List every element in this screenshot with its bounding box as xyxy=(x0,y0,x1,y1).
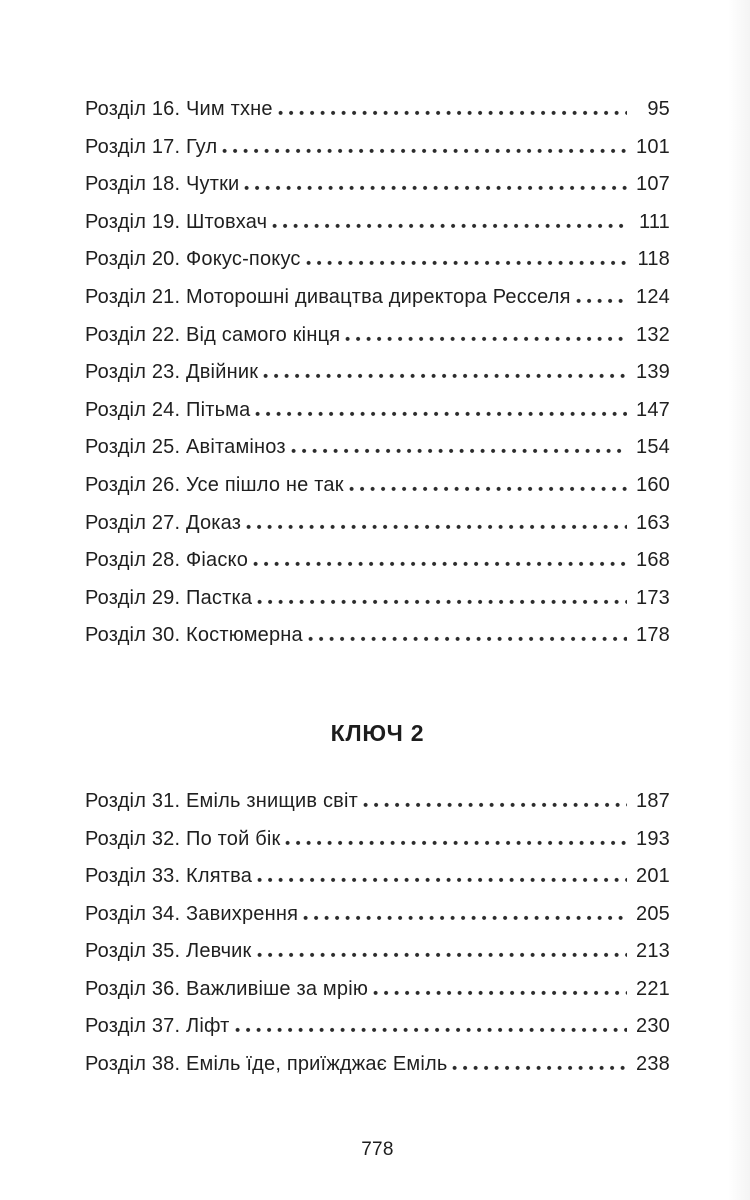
toc-entry-title: Розділ 28. Фіаско xyxy=(85,549,249,572)
toc-entry-page: 230 xyxy=(636,1015,670,1038)
toc-entry-title: Розділ 18. Чутки xyxy=(85,173,240,196)
toc-entry-page: 154 xyxy=(636,436,670,459)
toc-entry xyxy=(85,940,670,978)
toc-entry xyxy=(85,286,670,324)
toc-entry xyxy=(85,828,670,866)
toc-entry-title: Розділ 21. Моторошні дивацтва директора Ресселя xyxy=(85,285,571,308)
toc-entry xyxy=(85,136,670,174)
toc-entry-title: Розділ 32. По той бік xyxy=(85,827,281,850)
toc-entry xyxy=(85,211,670,249)
toc-entry xyxy=(85,790,670,828)
toc-entry-title: Розділ 24. Пітьма xyxy=(85,398,251,421)
toc-entry-page: 193 xyxy=(636,827,670,850)
toc-entry xyxy=(85,865,670,903)
toc-entry-title: Розділ 38. Еміль їде, приїжджає Еміль xyxy=(85,1053,448,1076)
toc-entry-page: 101 xyxy=(636,135,670,158)
toc-entry-page: 118 xyxy=(637,248,670,271)
section-heading-key2: КЛЮЧ 2 xyxy=(330,719,425,746)
toc-entry-page: 238 xyxy=(636,1053,670,1076)
toc-entry-page: 205 xyxy=(636,902,670,925)
toc-entry-page: 132 xyxy=(636,323,670,346)
toc-entry-page: 221 xyxy=(636,977,670,1000)
toc-entry-title: Розділ 26. Усе пішло не так xyxy=(85,473,344,496)
toc-entry-page: 111 xyxy=(638,210,670,233)
toc-entry xyxy=(85,903,670,941)
toc-section-key1 xyxy=(85,98,670,662)
toc-entry xyxy=(85,978,670,1016)
toc-entry xyxy=(85,624,670,662)
toc-entry xyxy=(85,98,670,136)
toc-entry xyxy=(85,549,670,587)
toc-entry-title: Розділ 31. Еміль знищив світ xyxy=(85,789,358,812)
toc-entry-title: Розділ 19. Штовхач xyxy=(85,210,268,233)
toc-entry-title: Розділ 16. Чим тхне xyxy=(85,98,273,120)
toc-entry-title: Розділ 34. Завихрення xyxy=(85,902,299,925)
toc-entry-title: Розділ 22. Від самого кінця xyxy=(85,323,341,346)
toc-entry-title: Розділ 29. Пастка xyxy=(85,586,253,609)
toc-section-key2 xyxy=(85,790,670,1091)
toc-entry-page: 163 xyxy=(636,511,670,534)
toc-entry-page: 173 xyxy=(636,586,670,609)
toc-entry-page: 168 xyxy=(636,549,670,572)
toc-entry-title: Розділ 20. Фокус-покус xyxy=(85,248,301,271)
toc-entry-page: 213 xyxy=(636,940,670,963)
toc-entry xyxy=(85,399,670,437)
toc-entry-page: 139 xyxy=(636,361,670,384)
toc-entry-title: Розділ 33. Клятва xyxy=(85,865,253,888)
toc-entry xyxy=(85,474,670,512)
folio-page-number: 778 xyxy=(361,1138,394,1160)
toc-entry-title: Розділ 35. Левчик xyxy=(85,940,252,963)
toc-entry-title: Розділ 27. Доказ xyxy=(85,511,242,534)
toc-entry-page: 107 xyxy=(636,173,670,196)
toc-entry-page: 201 xyxy=(636,865,670,888)
toc-entry-page: 160 xyxy=(636,473,670,496)
toc-entry xyxy=(85,587,670,625)
toc-entry xyxy=(85,1053,670,1091)
toc-entry-title: Розділ 17. Гул xyxy=(85,135,218,158)
toc-entry xyxy=(85,512,670,550)
toc-entry xyxy=(85,324,670,362)
toc-entry xyxy=(85,248,670,286)
toc-entry-title: Розділ 23. Двійник xyxy=(85,361,259,384)
toc-entry-title: Розділ 25. Авітаміноз xyxy=(85,436,286,459)
toc-entry-title: Розділ 37. Ліфт xyxy=(85,1015,230,1038)
toc-entry-title: Розділ 36. Важливіше за мрію xyxy=(85,977,369,1000)
toc-entry-page: 147 xyxy=(636,398,670,421)
toc-entry-page: 187 xyxy=(636,789,670,812)
toc-entry-page: 178 xyxy=(636,624,670,647)
toc-entry-page: 95 xyxy=(647,98,670,120)
toc-entry xyxy=(85,361,670,399)
toc-entry xyxy=(85,1015,670,1053)
toc-entry xyxy=(85,436,670,474)
toc-entry xyxy=(85,173,670,211)
toc-entry-page: 124 xyxy=(636,285,670,308)
toc-entry-title: Розділ 30. Костюмерна xyxy=(85,624,303,647)
